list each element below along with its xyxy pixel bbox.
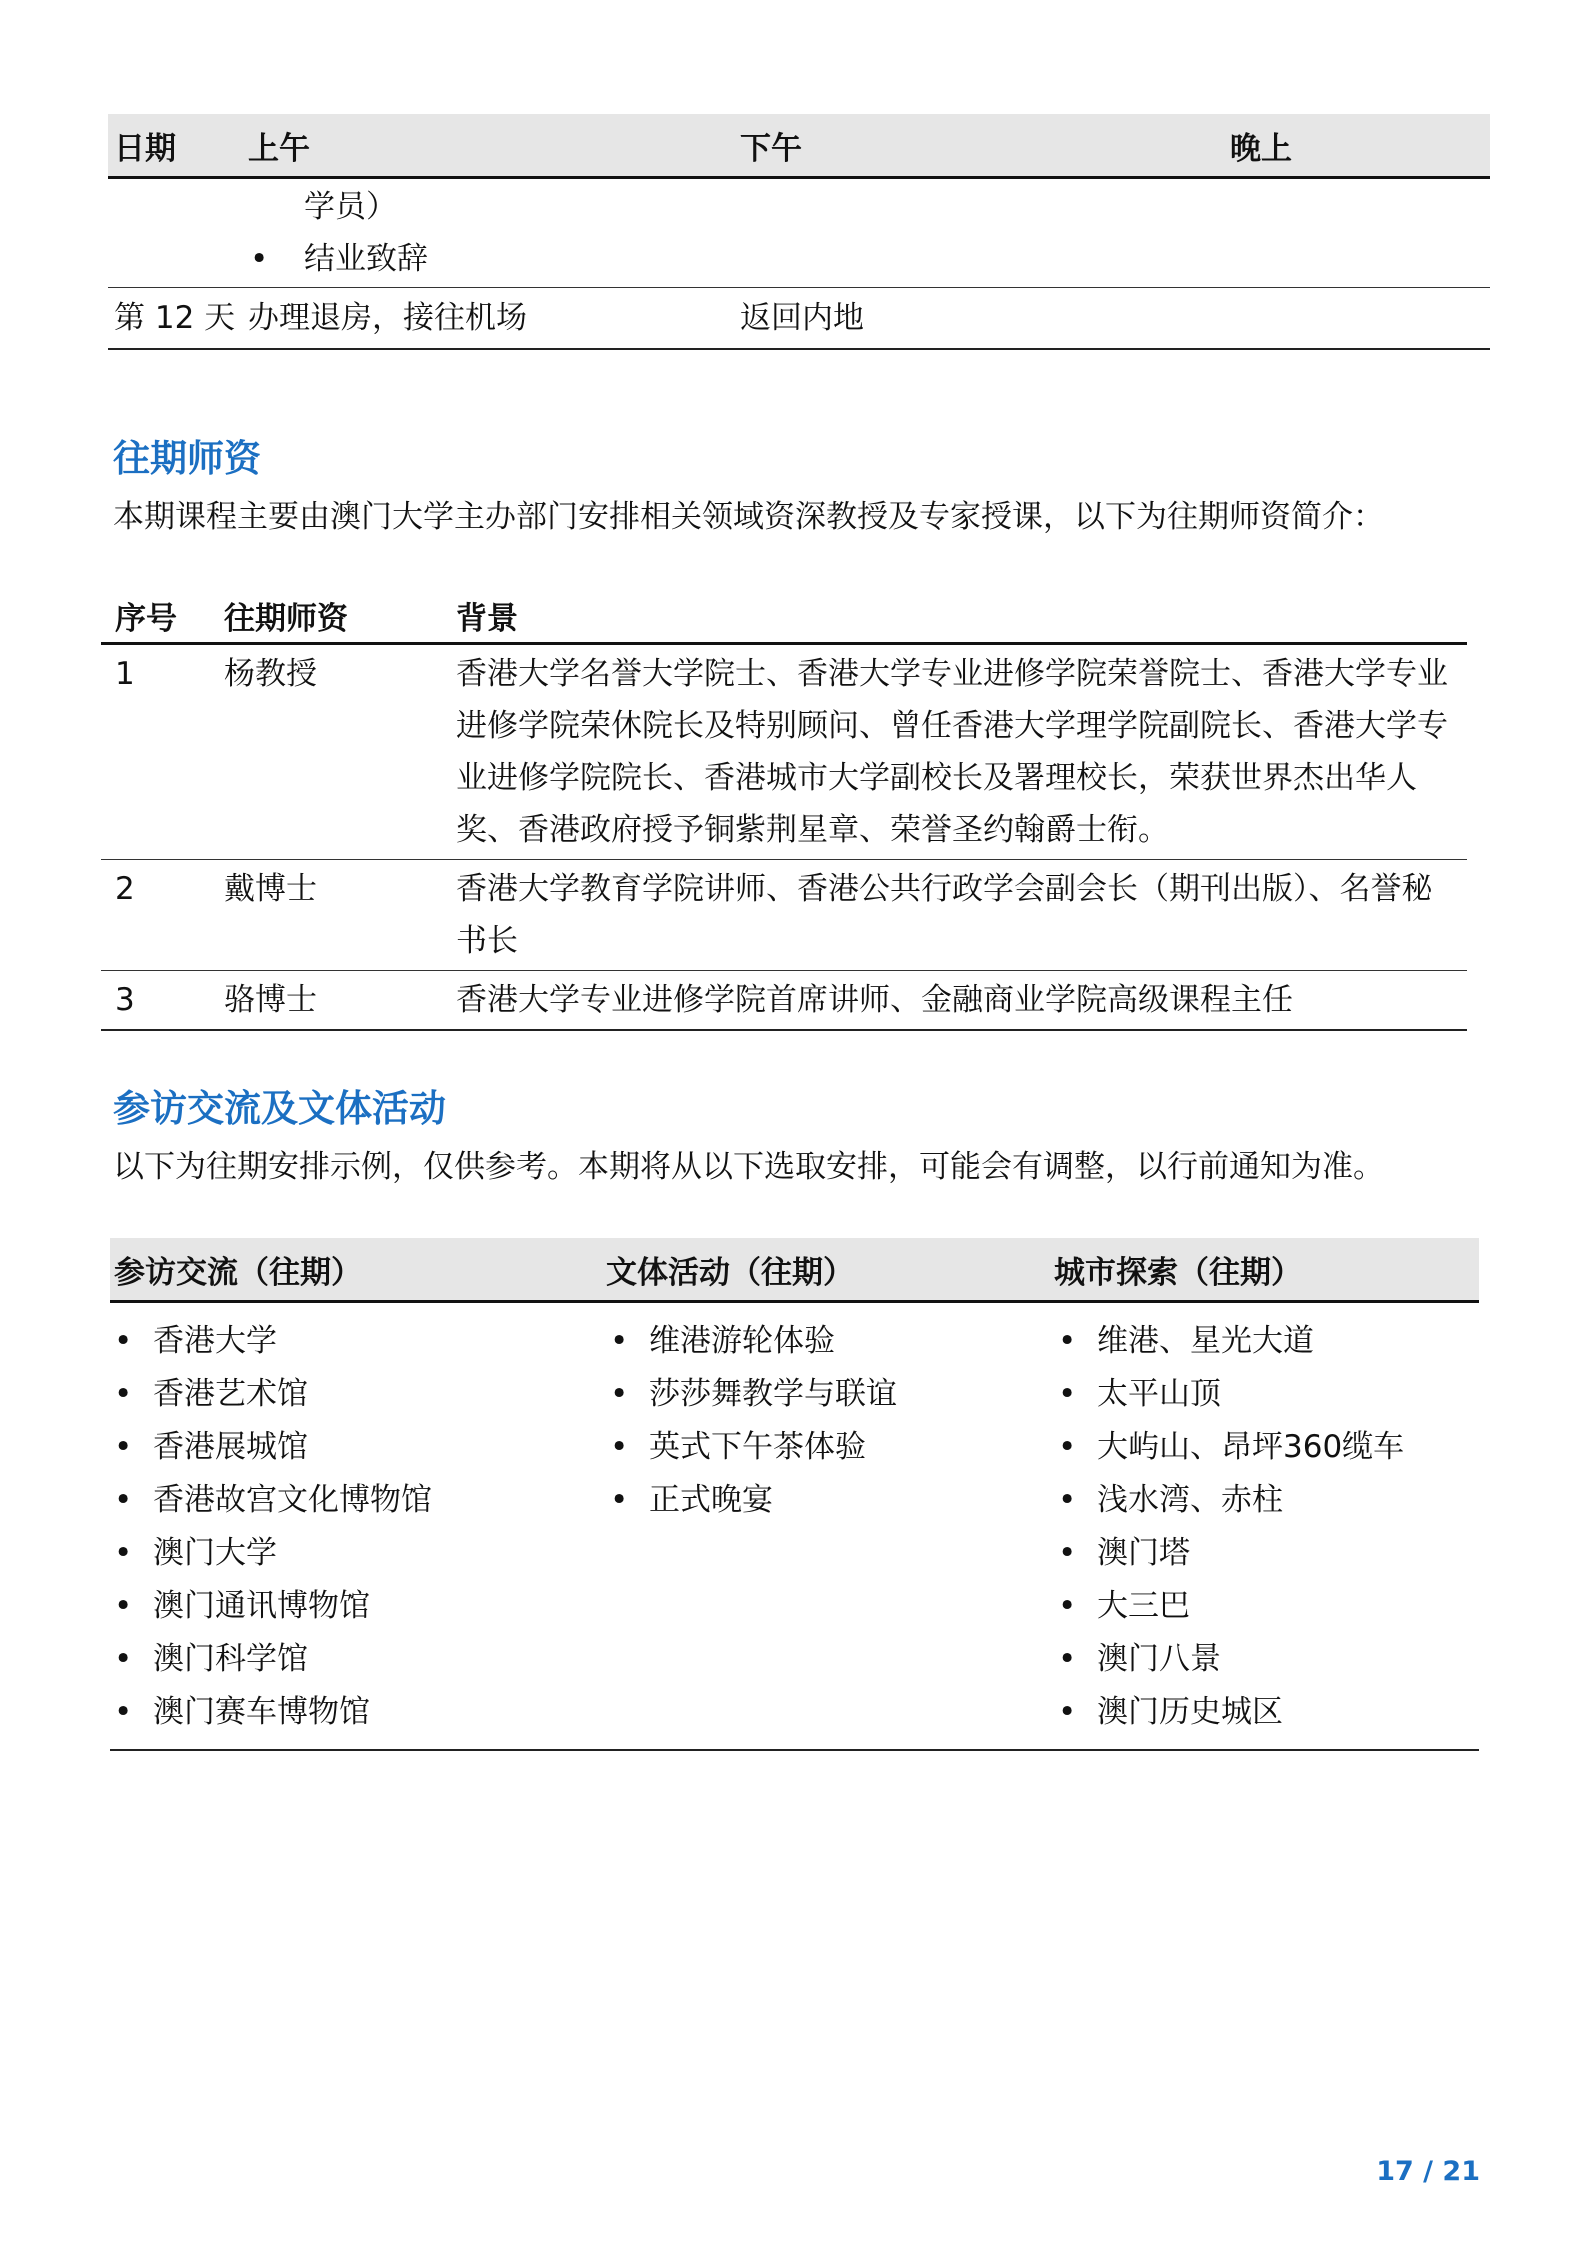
faculty-table — [101, 588, 1467, 1031]
bullet-icon: • — [1058, 1588, 1077, 1624]
cell-no: 3 — [101, 971, 224, 1031]
list-item — [108, 233, 1490, 285]
recreation-list — [606, 1315, 1054, 1527]
list-item: • 澳门通讯博物馆 — [110, 1580, 606, 1633]
list-item: • 维港、星光大道 — [1054, 1315, 1479, 1368]
bullet-icon: • — [1058, 1376, 1077, 1412]
list-item: • 浅水湾、赤柱 — [1054, 1474, 1479, 1527]
bullet-icon: • — [250, 241, 269, 277]
cell-no: 1 — [101, 644, 224, 860]
schedule-header-row — [108, 114, 1490, 178]
list-item: • 香港艺术馆 — [110, 1368, 606, 1421]
list-item: • 澳门八景 — [1054, 1633, 1479, 1686]
recreation-cell — [606, 1302, 1054, 1751]
header-background: 背景 — [456, 588, 1467, 644]
cell-background: 香港大学名誉大学院士、香港大学专业进修学院荣誉院士、香港大学专业进修学院荣休院长及特别顾问、曾任香港大学理学院副院长、香港大学专业进修学院院长、香港城市大学副校长及署理校长，荣获世界杰出华人奖、香港政府授予铜紫荆星章、荣誉圣约翰爵士衔。 — [456, 644, 1467, 860]
visits-cell — [110, 1302, 606, 1751]
bullet-icon: • — [610, 1429, 629, 1465]
cell-morning: 办理退房，接往机场 — [248, 288, 740, 350]
bullet-icon: • — [1058, 1694, 1077, 1730]
list-item: • 澳门赛车博物馆 — [110, 1686, 606, 1739]
cell-date: 第 12 天 — [108, 288, 248, 350]
header-no: 序号 — [101, 588, 224, 644]
header-afternoon: 下午 — [740, 114, 1230, 178]
bullet-icon: • — [114, 1535, 133, 1571]
header-evening: 晚上 — [1230, 114, 1490, 178]
faculty-header-row — [101, 588, 1467, 644]
list-item: • 太平山顶 — [1054, 1368, 1479, 1421]
bullet-icon: • — [1058, 1641, 1077, 1677]
schedule-table — [108, 114, 1490, 350]
city-explore-list — [1054, 1315, 1479, 1739]
list-item: • 香港故宫文化博物馆 — [110, 1474, 606, 1527]
list-item: • 澳门历史城区 — [1054, 1686, 1479, 1739]
bullet-icon: • — [610, 1376, 629, 1412]
table-row — [101, 860, 1467, 971]
cell-name: 杨教授 — [224, 644, 456, 860]
activities-section-title: 参访交流及文体活动 — [113, 1087, 446, 1130]
cell-no: 2 — [101, 860, 224, 971]
header-date: 日期 — [108, 114, 248, 178]
page-number: 17 / 21 — [1376, 2156, 1480, 2187]
list-item-label: 结业致辞 — [304, 241, 428, 277]
bullet-icon: • — [114, 1641, 133, 1677]
list-item: • 大三巴 — [1054, 1580, 1479, 1633]
list-item: • 大屿山、昂坪360缆车 — [1054, 1421, 1479, 1474]
list-item: • 澳门科学馆 — [110, 1633, 606, 1686]
table-row — [101, 644, 1467, 860]
header-morning: 上午 — [248, 114, 740, 178]
continued-cell — [108, 178, 1490, 288]
cell-background: 香港大学教育学院讲师、香港公共行政学会副会长（期刊出版）、名誉秘书长 — [456, 860, 1467, 971]
list-item: • 香港展城馆 — [110, 1421, 606, 1474]
header-visits: 参访交流（往期） — [110, 1238, 606, 1302]
bullet-icon: • — [610, 1482, 629, 1518]
cell-name: 骆博士 — [224, 971, 456, 1031]
faculty-intro: 本期课程主要由澳门大学主办部门安排相关领域资深教授及专家授课，以下为往期师资简介： — [113, 499, 1384, 535]
bullet-icon: • — [1058, 1323, 1077, 1359]
bullet-icon: • — [114, 1429, 133, 1465]
cell-name: 戴博士 — [224, 860, 456, 971]
visits-list — [110, 1315, 606, 1739]
activities-header-row — [110, 1238, 1479, 1302]
list-item: • 澳门塔 — [1054, 1527, 1479, 1580]
bullet-icon: • — [114, 1376, 133, 1412]
header-city-explore: 城市探索（往期） — [1054, 1238, 1479, 1302]
list-item: • 维港游轮体验 — [606, 1315, 1054, 1368]
bullet-icon: • — [114, 1588, 133, 1624]
bullet-icon: • — [1058, 1535, 1077, 1571]
bullet-icon: • — [114, 1694, 133, 1730]
table-row — [101, 971, 1467, 1031]
continued-line: 学员） — [304, 189, 397, 225]
list-item: • 正式晚宴 — [606, 1474, 1054, 1527]
cell-evening — [1230, 288, 1490, 350]
list-item: • 英式下午茶体验 — [606, 1421, 1054, 1474]
header-recreation: 文体活动（往期） — [606, 1238, 1054, 1302]
table-row — [110, 1302, 1479, 1751]
list-item: • 香港大学 — [110, 1315, 606, 1368]
table-row — [108, 288, 1490, 350]
table-row — [108, 178, 1490, 288]
faculty-section-title: 往期师资 — [113, 437, 261, 480]
bullet-icon: • — [114, 1482, 133, 1518]
activities-intro: 以下为往期安排示例，仅供参考。本期将从以下选取安排，可能会有调整，以行前通知为准。 — [113, 1149, 1384, 1185]
city-explore-cell — [1054, 1302, 1479, 1751]
bullet-icon: • — [1058, 1429, 1077, 1465]
bullet-icon: • — [610, 1323, 629, 1359]
bullet-icon: • — [1058, 1482, 1077, 1518]
list-item: • 澳门大学 — [110, 1527, 606, 1580]
activities-table — [110, 1238, 1479, 1751]
list-item: • 莎莎舞教学与联谊 — [606, 1368, 1054, 1421]
cell-afternoon: 返回内地 — [740, 288, 1230, 350]
cell-background: 香港大学专业进修学院首席讲师、金融商业学院高级课程主任 — [456, 971, 1467, 1031]
header-name: 往期师资 — [224, 588, 456, 644]
bullet-icon: • — [114, 1323, 133, 1359]
